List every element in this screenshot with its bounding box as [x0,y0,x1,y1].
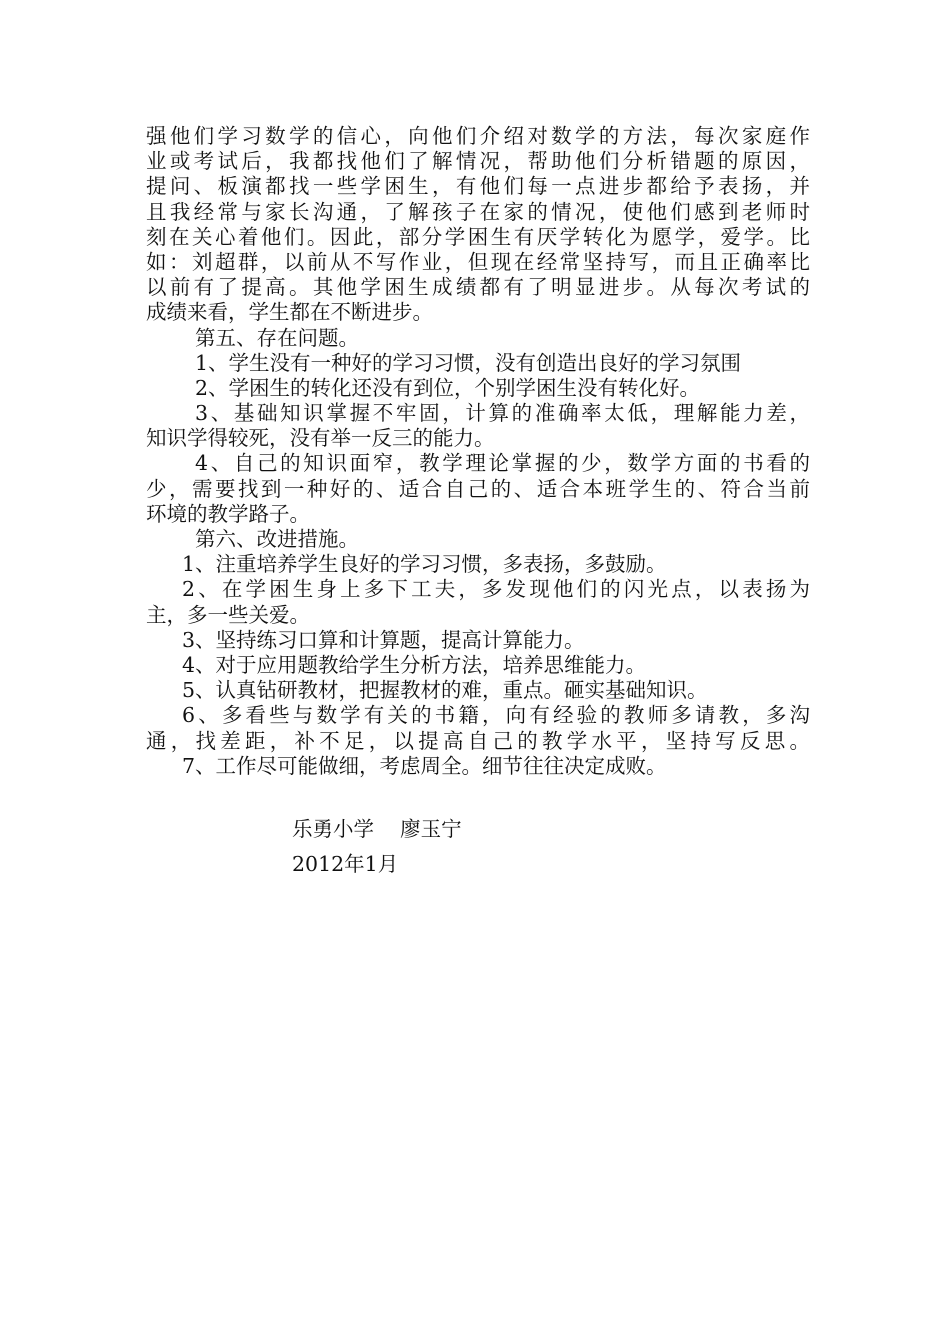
body-line: 4、自己的知识面窄，教学理论掌握的少，数学方面的书看的 [195,451,810,476]
measure-item-7: 7、工作尽可能做细，考虑周全。细节往往决定成败。 [182,753,667,778]
section-heading-problems: 第五、存在问题。 [195,325,359,350]
body-line: 以前有了提高。其他学困生成绩都有了明显进步。从每次考试的 [146,275,810,300]
paragraph-0 [146,124,810,326]
measure-item-6 [146,703,810,753]
problem-item-4 [146,451,810,527]
body-line: 成绩来看，学生都在不断进步。 [146,300,433,325]
measure-item-4: 4、对于应用题教给学生分析方法，培养思维能力。 [182,652,647,677]
measure-item-2 [146,577,810,627]
body-line: 通，找差距，补不足，以提高自己的教学水平，坚持写反思。 [146,728,810,753]
problem-item-2: 2、学困生的转化还没有到位，个别学困生没有转化好。 [195,375,701,400]
problem-item-1: 1、学生没有一种好的学习习惯，没有创造出良好的学习氛围 [195,350,742,375]
measure-item-3: 3、坚持练习口算和计算题，提高计算能力。 [182,627,585,652]
document-body [146,124,810,779]
measure-item-1: 1、注重培养学生良好的学习习惯，多表扬，多鼓励。 [182,552,667,577]
body-line: 业或考试后，我都找他们了解情况，帮助他们分析错题的原因， [146,149,810,174]
body-line: 主，多一些关爱。 [146,602,310,627]
section-heading-measures: 第六、改进措施。 [195,527,359,551]
signature-school-author: 乐勇小学 廖玉宁 [292,817,462,841]
body-line: 2、在学困生身上多下工夫，多发现他们的闪光点，以表扬为 [182,577,810,602]
body-line: 刻在关心着他们。因此，部分学困生有厌学转化为愿学，爱学。比 [146,224,810,249]
problem-item-3 [146,401,810,451]
body-line: 6、多看些与数学有关的书籍，向有经验的教师多请教，多沟 [182,703,810,728]
body-line: 如：刘超群，以前从不写作业，但现在经常坚持写，而且正确率比 [146,249,810,274]
measure-item-5: 5、认真钻研教材，把握教材的难，重点。砸实基础知识。 [182,678,708,703]
body-line: 知识学得较死，没有举一反三的能力。 [146,426,495,451]
body-line: 环境的教学路子。 [146,501,310,526]
body-line: 3、基础知识掌握不牢固，计算的准确率太低，理解能力差， [195,401,810,426]
body-line: 强他们学习数学的信心，向他们介绍对数学的方法，每次家庭作 [146,124,810,148]
body-line: 且我经常与家长沟通，了解孩子在家的情况，使他们感到老师时 [146,199,810,224]
body-line: 少，需要找到一种好的、适合自己的、适合本班学生的、符合当前 [146,476,810,501]
signature-date: 2012年1月 [292,852,399,876]
body-line: 提问、板演都找一些学困生，有他们每一点进步都给予表扬，并 [146,174,810,199]
